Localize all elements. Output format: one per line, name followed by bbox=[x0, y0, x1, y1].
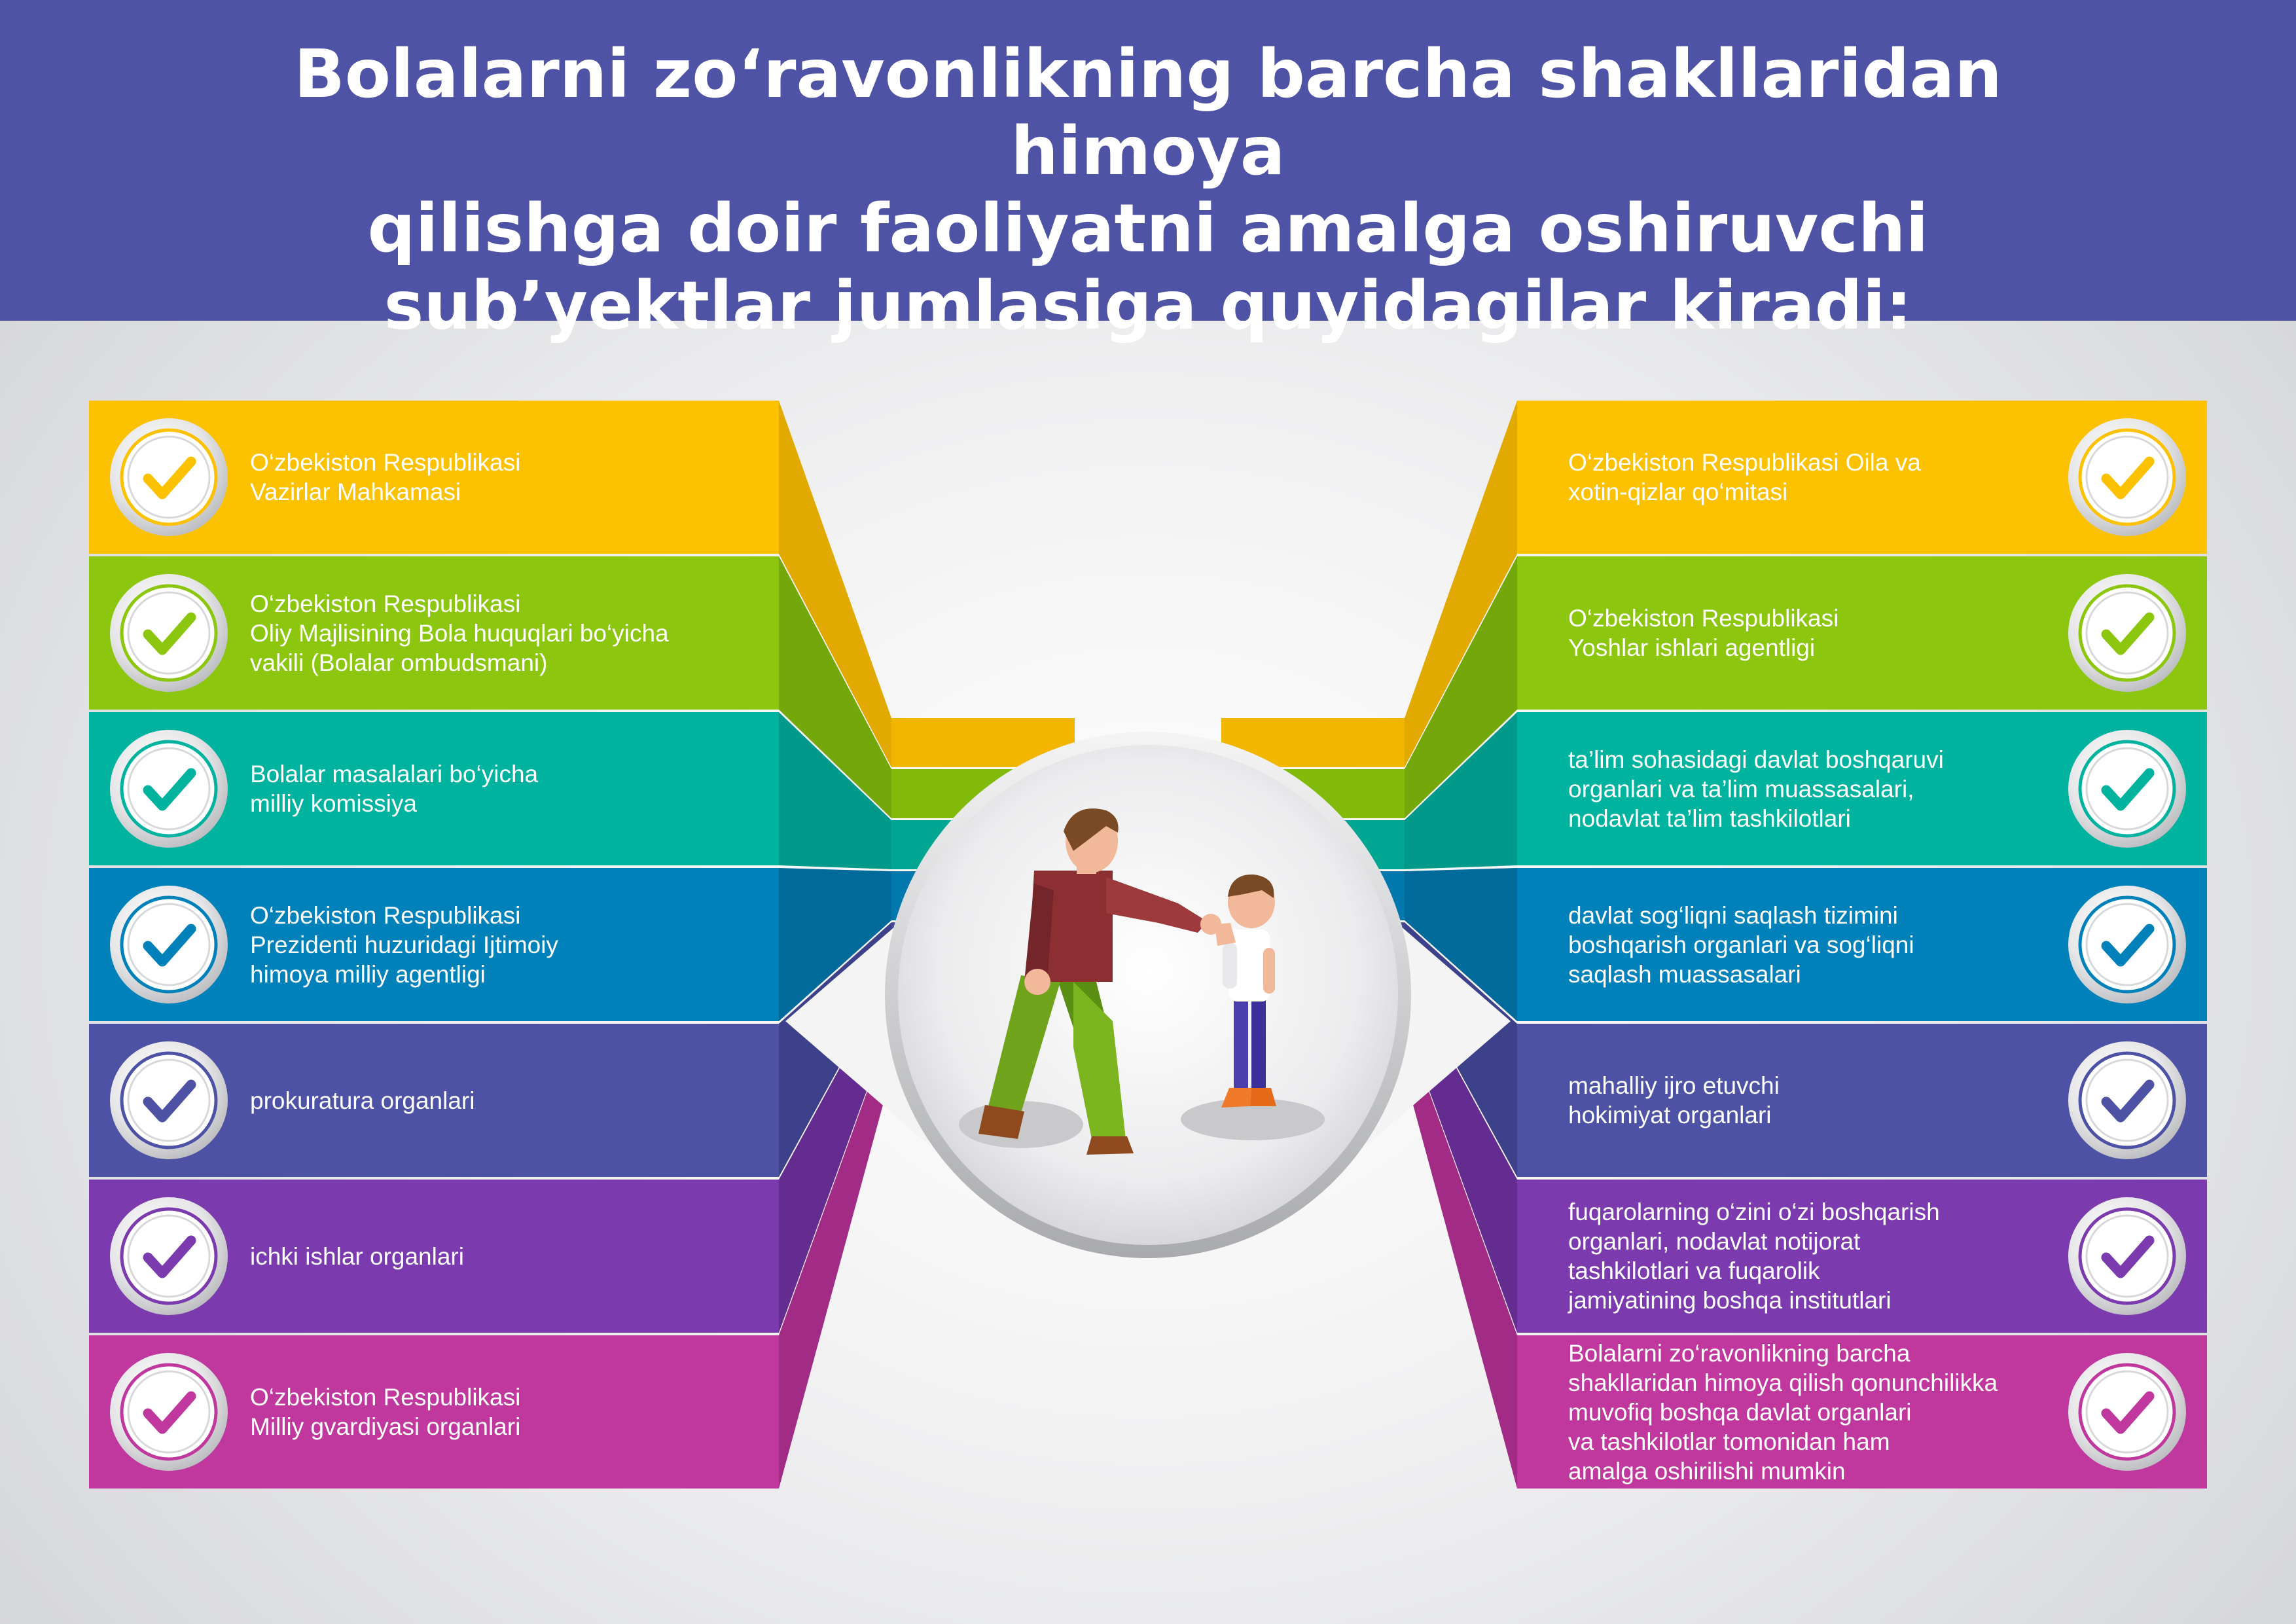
right-item-text-5: mahalliy ijro etuvchi hokimiyat organlari bbox=[1568, 1072, 1780, 1128]
page-title: Bolalarni zo‘ravonlikning barcha shakllaridan himoya qilishga doir faoliyatni amalga oshiruvchi sub’yektlar jumlasiga quyidagilar kiradi: bbox=[294, 35, 2002, 345]
right-item-text-3: ta’lim sohasidagi davlat boshqaruvi organlari va ta’lim muassasalari, nodavlat ta’lim tashkilotlari bbox=[1568, 746, 1944, 832]
left-item-text-3: Bolalar masalalari bo‘yicha milliy komissiya bbox=[250, 761, 539, 817]
left-item-text-5: prokuratura organlari bbox=[250, 1087, 475, 1114]
right-item-text-7: Bolalarni zo‘ravonlikning barcha shakllaridan himoya qilish qonunchilikka muvofiq boshqa davlat organlari va tashkilotlar tomonidan ham amalga oshirilishi mumkin bbox=[1568, 1339, 1998, 1485]
right-item-text-4: davlat sog‘liqni saqlash tizimini boshqarish organlari va sog‘liqni saqlash muassasalari bbox=[1568, 901, 1914, 988]
left-item-text-6: ichki ishlar organlari bbox=[250, 1242, 464, 1270]
right-item-text-6: fuqarolarning o‘zini o‘zi boshqarish organlari, nodavlat notijorat tashkilotlari va fuqarolik jamiyatining boshqa institutlari bbox=[1568, 1199, 1940, 1314]
left-check-badge-7 bbox=[110, 1353, 228, 1471]
left-item-text-4: O‘zbekiston Respublikasi Prezidenti huzuridagi Ijtimoiy himoya milliy agentligi bbox=[250, 901, 558, 988]
left-check-badge-5 bbox=[110, 1041, 228, 1159]
right-item-text-1: O‘zbekiston Respublikasi Oila va xotin-qizlar qo‘mitasi bbox=[1568, 449, 1921, 505]
left-check-badge-1 bbox=[110, 418, 228, 536]
left-item-text-2: O‘zbekiston Respublikasi Oliy Majlisining Bola huquqlari bo‘yicha vakili (Bolalar ombudsmani) bbox=[250, 590, 669, 676]
left-check-badge-3 bbox=[110, 730, 228, 848]
left-check-badge-2 bbox=[110, 574, 228, 692]
left-check-badge-6 bbox=[110, 1197, 228, 1315]
right-item-text-2: O‘zbekiston Respublikasi Yoshlar ishlari agentligi bbox=[1568, 605, 1839, 661]
left-item-text-7: O‘zbekiston Respublikasi Milliy gvardiyasi organlari bbox=[250, 1384, 521, 1440]
left-item-text-1: O‘zbekiston Respublikasi Vazirlar Mahkamasi bbox=[250, 449, 521, 505]
center-circle bbox=[885, 732, 1411, 1258]
left-check-badge-4 bbox=[110, 886, 228, 1003]
